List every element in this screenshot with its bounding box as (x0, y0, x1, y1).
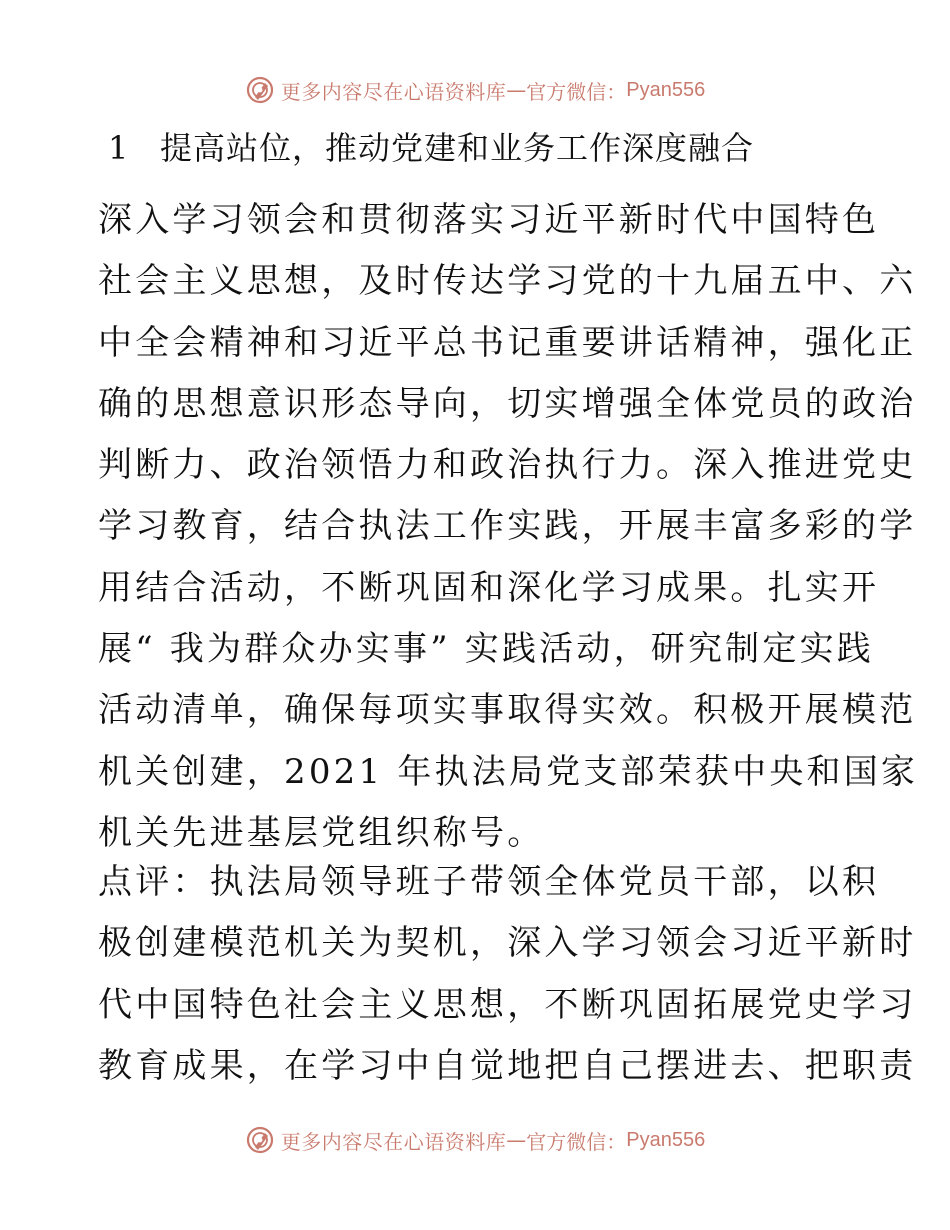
watermark-main-text: 更多内容尽在心语资料库 (280, 79, 507, 104)
watermark-main-text: 更多内容尽在心语资料库 (280, 1129, 507, 1154)
paragraph-line: 机关创建，2021 年执法局党支部荣获中央和国家 (98, 751, 919, 792)
paragraph-line: 社会主义思想，及时传达学习党的十九届五中、六 (98, 261, 917, 302)
header-watermark (0, 70, 950, 110)
paragraph-line: 极创建模范机关为契机，深入学习领会习近平新时 (98, 923, 917, 964)
mouse-logo-icon (245, 1125, 275, 1155)
paragraph-line: 机关先进基层党组织称号。 (98, 812, 545, 853)
watermark-separator: — (506, 78, 527, 102)
footer-watermark (0, 1120, 950, 1160)
section-title: 提高站位，推动党建和业务工作深度融合 (160, 129, 755, 167)
paragraph-line: 判断力、政治领悟力和政治执行力。深入推进党史 (98, 445, 917, 486)
paragraph-line: 代中国特色社会主义思想，不断巩固拓展党史学习 (98, 984, 917, 1025)
paragraph-line: 用结合活动，不断巩固和深化学习成果。扎实开 (98, 567, 880, 608)
commentary-paragraph (98, 852, 917, 1097)
watermark-id: Pyan556 (626, 78, 706, 101)
mouse-logo-icon (245, 75, 275, 105)
paragraph-line: 活动清单，确保每项实事取得实效。积极开展模范 (98, 690, 917, 731)
section-heading (108, 122, 754, 174)
paragraph-line: 展“ 我为群众办实事” 实践活动，研究制定实践 (98, 629, 874, 670)
paragraph-line: 深入学习领会和贯彻落实习近平新时代中国特色 (98, 200, 880, 240)
paragraph-line: 学习教育，结合执法工作实践，开展丰富多彩的学 (98, 506, 917, 547)
watermark-label: 官方微信： (526, 1129, 627, 1154)
paragraph-line: 确的思想意识形态导向，切实增强全体党员的政治 (98, 383, 917, 424)
watermark-id: Pyan556 (626, 1128, 706, 1151)
section-number: 1 (108, 129, 130, 167)
body-paragraph-1 (98, 190, 919, 864)
paragraph-line: 教育成果，在学习中自觉地把自己摆进去、把职责 (98, 1045, 917, 1086)
watermark-separator: — (506, 1128, 527, 1152)
paragraph-line: 点评：执法局领导班子带领全体党员干部，以积 (98, 862, 880, 902)
watermark-label: 官方微信： (526, 79, 627, 104)
paragraph-line: 中全会精神和习近平总书记重要讲话精神，强化正 (98, 322, 917, 363)
